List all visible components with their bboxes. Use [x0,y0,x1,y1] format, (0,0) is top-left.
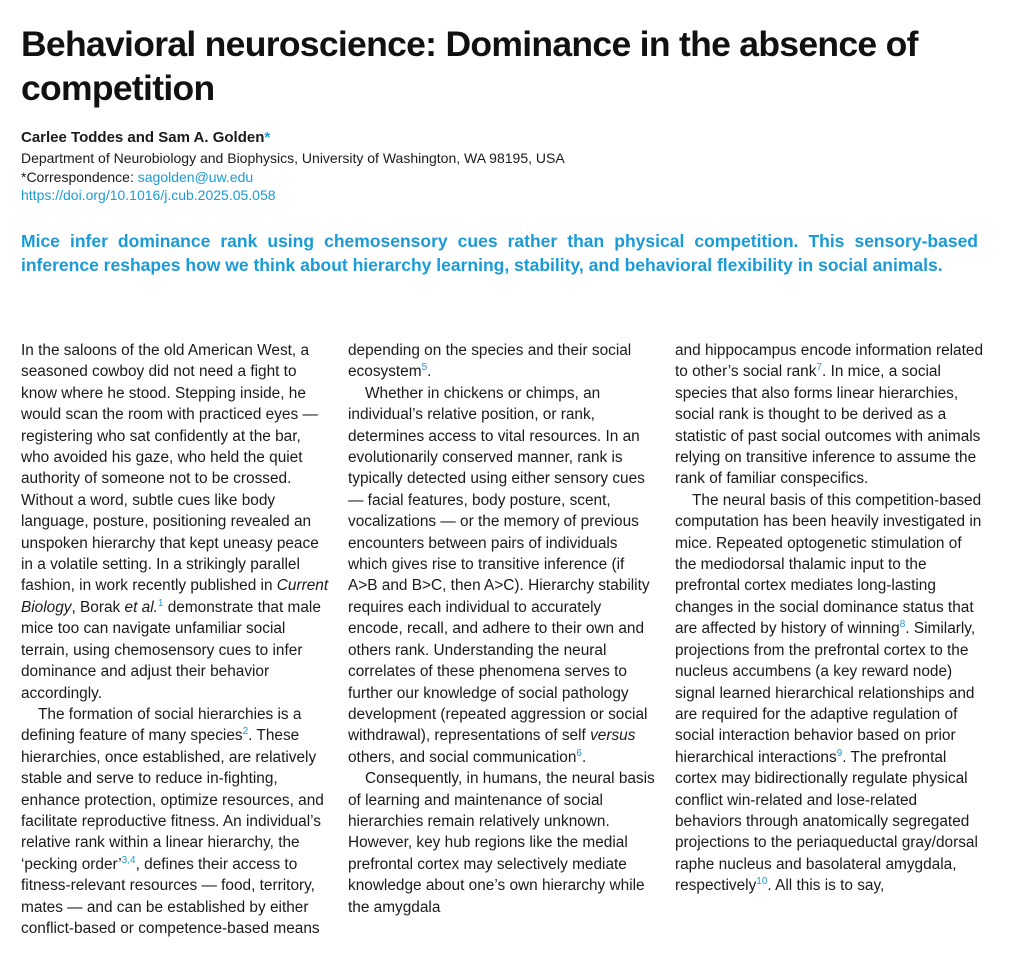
text-run: In the saloons of the old American West, a seasoned cowboy did not need a fight to know where he stood. Stepping inside, he would scan the room with practiced eyes — registering who sat confidently at the bar, who avoided his gaze, who held the quiet authority of someone not to be crossed. Without a word, subtle cues like body language, posture, positioning revealed an unspoken hierarchy that kept uneasy peace in a volatile setting. In a strikingly parallel fashion, in work recently published in [21,342,319,595]
citation-9[interactable]: 9 [836,747,843,759]
paragraph [348,340,656,383]
text-run: . In mice, a social species that also forms linear hierarchies, social rank is thought to be derived as a statistic of past social outcomes with animals relying on transitive inference to assume the rank of familiar conspecifics. [675,363,981,488]
affiliation-block [21,149,921,205]
text-column-1 [21,340,329,939]
citation-7[interactable]: 7 [816,362,823,374]
text-run: Whether in chickens or chimps, an individual’s relative position, or rank, determines access to vital resources. In an evolutionarily conserved manner, rank is typically detected using either sensory cues — facial features, body posture, scent, vocalizations — or the memory of previous encounters between pairs of individuals which gives rise to transitive inference (if A>B and B>C, then A>C). Hierarchy stability requires each individual to accurately encode, recall, and adhere to their own and others rank. Understanding the neural correlates of these phenomena serves to further our knowledge of social pathology development (repeated aggression or social withdrawal), representations of self [348,384,650,745]
paragraph: Consequently, in humans, the neural basis of learning and maintenance of social hierarchies remain relatively unknown. However, key hub regions like the medial prefrontal cortex may selectively mediate knowledge about one’s own hierarchy while the amygdala [348,770,655,916]
citation-3-4[interactable]: 3,4 [121,854,136,866]
text-run: . Similarly, projections from the prefrontal cortex to the nucleus accumbens (a key reward node) signal learned hierarchical relationships and are required for the adaptive regulation of social interaction behavior based on prior hierarchical interactions [675,620,976,766]
journal-name: Current Biology [21,577,329,616]
citation-1[interactable]: 1 [157,597,164,609]
paragraph [675,490,985,897]
corresponding-author-marker[interactable]: * [264,129,271,146]
affiliation: Department of Neurobiology and Biophysics, University of Washington, WA 98195, USA [21,150,565,166]
text-run: The neural basis of this competition-based computation has been heavily investigated in mice. Repeated optogenetic stimulation of the mediodorsal thalamic input to the prefrontal cortex mediates long-lasting changes in the social dominance status that are affected by history of winning [675,491,982,638]
text-column-2 [348,340,656,918]
text-run: , Borak [71,598,125,616]
text-run: . The prefrontal cortex may bidirectionally regulate physical conflict win-related and lose-related behaviors through anatomically segregated projections to the periaqueductal gray/dorsal raphe nucleus and basolateral amygdala, respectively [675,748,978,895]
paragraph [675,340,985,490]
versus-italic: versus [590,727,636,745]
text-run: demonstrate that male mice too can navigate unfamiliar social terrain, using chemosensory cues to infer dominance and adjust their behavior accordingly. [21,598,321,702]
citation-2[interactable]: 2 [242,726,249,738]
citation-10[interactable]: 10 [756,876,768,888]
et-al: et al. [124,598,158,616]
paragraph [348,383,656,768]
text-run: . These hierarchies, once established, are relatively stable and serve to reduce in-fighting, enhance protection, optimize resources, and facilitate reproductive fitness. An individual’s relative rank within a linear hierarchy, the ‘pecking order’ [21,727,324,873]
correspondence-line [21,168,921,187]
text-run: , defines their access to fitness-relevant resources — food, territory, mates — and can be established by either conflict-based or competence-based means [21,855,320,937]
email-link[interactable]: sagolden@uw.edu [137,168,254,185]
text-run: . [581,748,587,766]
text-run: others, and social communication [348,748,577,766]
author-names: Carlee Toddes and Sam A. Golden [21,129,265,146]
citation-8[interactable]: 8 [899,619,906,631]
citation-5[interactable]: 5 [421,362,428,374]
text-run: . All this is to say, [767,877,885,895]
paragraph [21,704,329,939]
text-run: and hippocampus encode information related to other’s social rank [675,342,984,381]
standfirst: Mice infer dominance rank using chemosensory cues rather than physical competition. This sensory-based inference reshapes how we think about hierarchy learning, stability, and behavioral flexibility in social animals. [21,231,978,275]
text-run: The formation of social hierarchies is a defining feature of many species [21,705,302,745]
text-run: . [427,363,432,381]
doi-link[interactable]: https://doi.org/10.1016/j.cub.2025.05.058 [21,187,276,204]
author-line [21,128,270,148]
correspondence-label: *Correspondence: [21,168,138,185]
paragraph [21,340,329,704]
citation-6[interactable]: 6 [576,747,582,759]
article-title: Behavioral neuroscience: Dominance in the absence of competition [21,24,918,108]
text-column-3 [675,340,985,897]
text-run: depending on the species and their social ecosystem [348,342,632,381]
